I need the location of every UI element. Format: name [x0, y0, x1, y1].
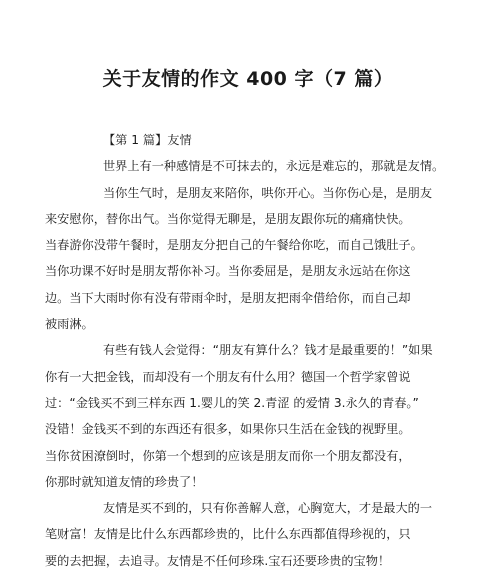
text-line: 当春游你没带午餐时，是朋友分把自己的午餐给你吃，而自己饿肚子。	[45, 238, 423, 253]
text-line: 过：“金钱买不到三样东西 1.婴儿的笑 2.青涩 的爱情 3.永久的青春。”	[45, 395, 419, 410]
text-line: 被雨淋。	[45, 317, 94, 332]
text-line: 当你贫困潦倒时，你第一个想到的应该是朋友而你一个朋友都没有，	[45, 448, 411, 463]
article-title: 关于友情的作文 400 字（7 篇）	[102, 68, 394, 90]
paragraph-3	[45, 337, 433, 495]
text-line: 笔财富！友情是比什么东西都珍贵的，比什么东西都值得珍视的，只	[45, 527, 411, 542]
text-line: 来安慰你，替你出气。当你觉得无聊是，是朋友跟你玩的痛痛快快。	[45, 211, 411, 226]
article-body	[45, 127, 445, 574]
text-line: 你有一大把金钱，而却没有一个朋友有什么用？德国一个哲学家曾说	[45, 369, 411, 384]
paragraph-2	[45, 180, 433, 338]
text-line: 你那时就知道友情的珍贵了！	[45, 474, 204, 489]
text-line: 没错！金钱买不到的东西还有很多，如果你只生活在金钱的视野里。	[45, 422, 411, 437]
text-line: 当你功课不好时是朋友帮你补习。当你委屈是，是朋友永远站在你这	[45, 264, 411, 279]
section-heading: 【第 1 篇】友情	[103, 133, 192, 147]
text-line: 边。当下大雨时你有没有带雨伞时，是朋友把雨伞借给你，而自己却	[45, 290, 411, 305]
paragraph-1	[74, 153, 445, 179]
paragraph-4	[45, 495, 433, 574]
text-line: 世界上有一种感情是不可抹去的，永远是难忘的，那就是友情。	[103, 159, 445, 174]
text-line: 当你生气时，是朋友来陪你，哄你开心。当你伤心是，是朋友	[103, 185, 433, 200]
text-line: 要的去把握，去追寻。友情是不任何珍珠.宝石还要珍贵的宝物！	[45, 553, 391, 568]
text-line: 有些有钱人会觉得：“朋友有算什么？钱才是最重要的！”如果	[103, 343, 433, 358]
text-line: 友情是买不到的，只有你善解人意，心胸宽大，才是最大的一	[103, 501, 433, 516]
